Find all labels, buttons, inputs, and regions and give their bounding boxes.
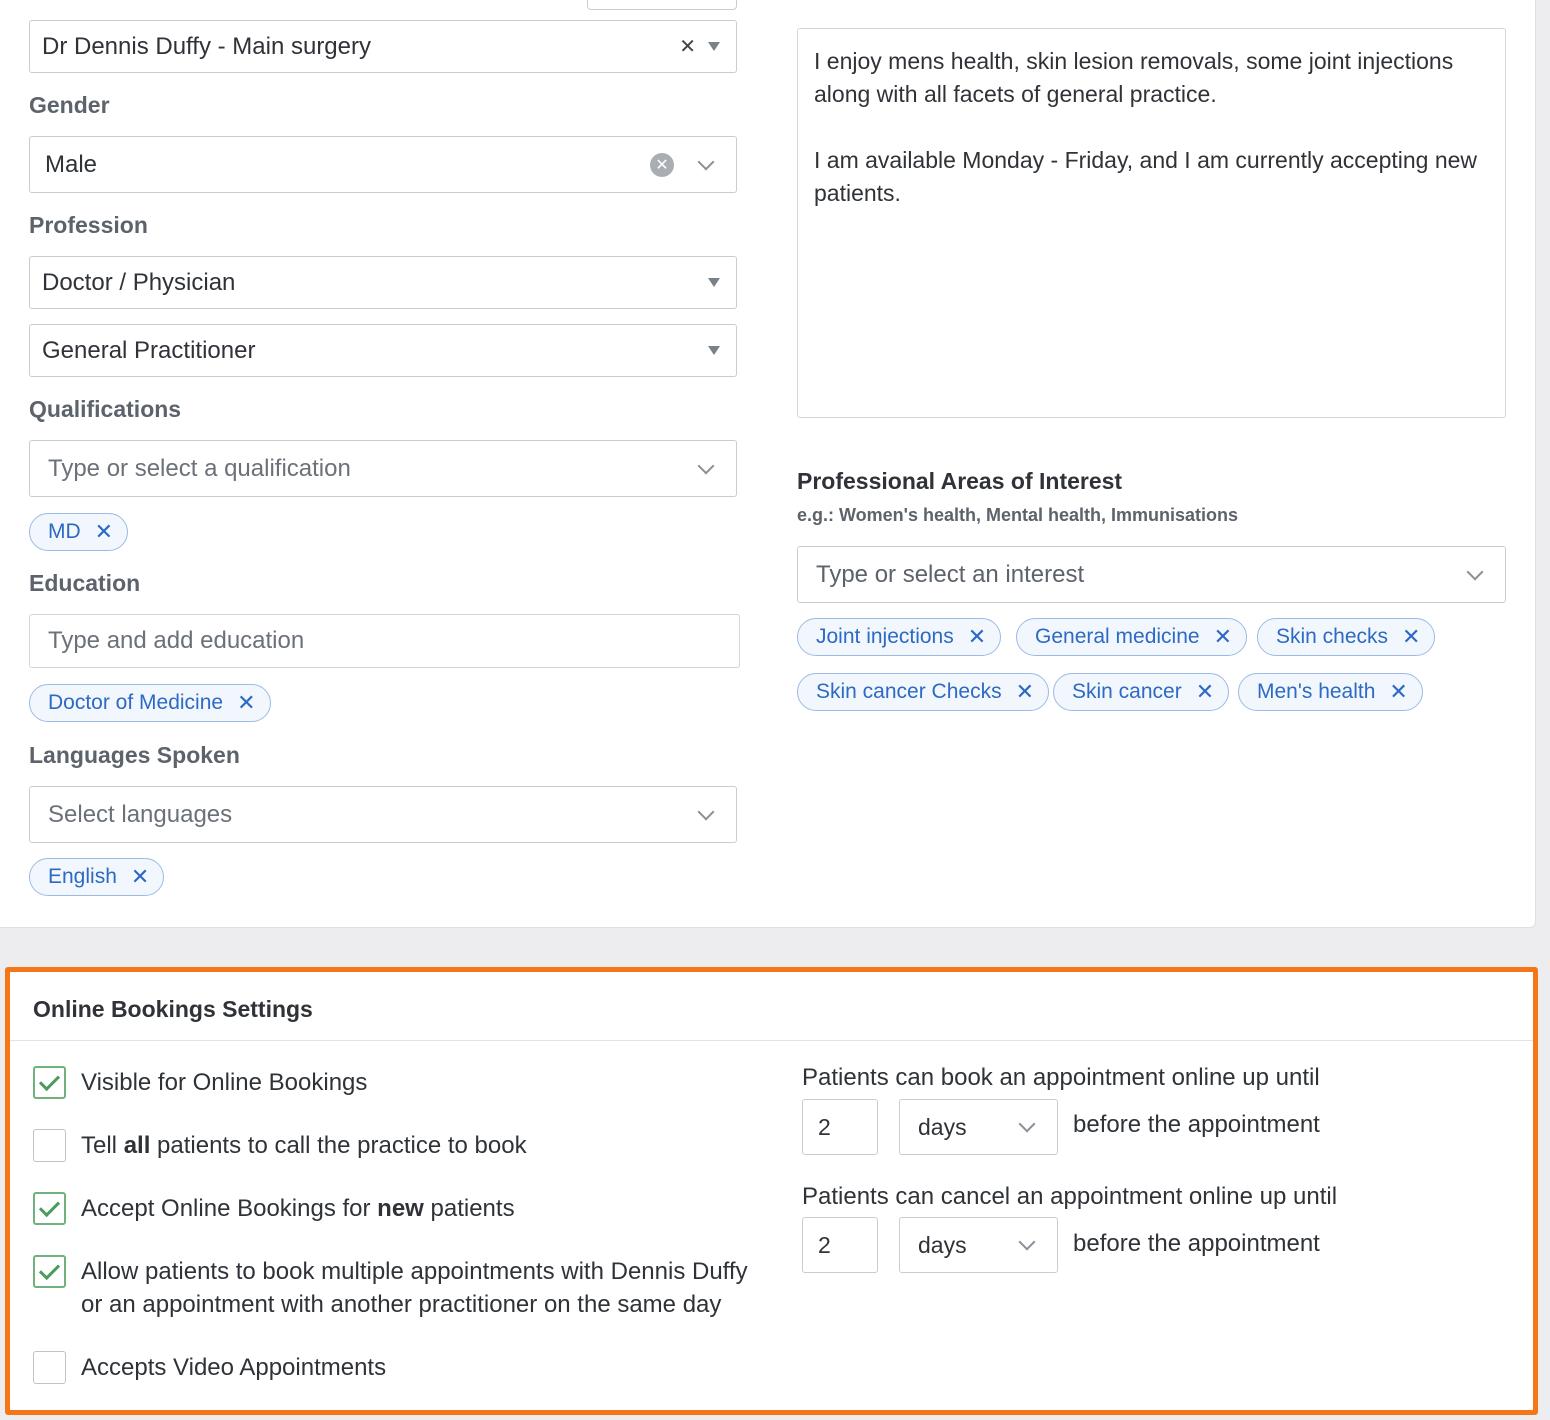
remove-tag-icon[interactable]: ✕: [130, 864, 150, 889]
remove-tag-icon[interactable]: ✕: [967, 624, 987, 649]
top-button[interactable]: [587, 0, 737, 10]
accept-new-patients-label: Accept Online Bookings for new patients: [81, 1195, 515, 1222]
video-appointments-checkbox[interactable]: [33, 1351, 66, 1384]
statement-paragraph: I am available Monday - Friday, and I am currently accepting new patients.: [814, 147, 1478, 206]
tag-label: Skin cancer: [1072, 680, 1182, 703]
interest-tag: [1016, 618, 1247, 656]
book-until-unit: days: [918, 1113, 967, 1140]
interest-tag: [1053, 673, 1229, 711]
remove-tag-icon[interactable]: ✕: [1402, 624, 1421, 649]
qualification-tag: [29, 513, 128, 551]
caret-down-icon[interactable]: [708, 278, 720, 287]
multiple-appointments-label: Allow patients to book multiple appointments with Dennis Duffy or an appointment with another practitioner on the same day: [81, 1258, 748, 1318]
online-bookings-panel: [5, 967, 1538, 1415]
interest-tag: [797, 618, 1001, 656]
caret-down-icon[interactable]: [708, 346, 720, 355]
tag-label: English: [48, 865, 117, 888]
languages-placeholder: Select languages: [48, 800, 233, 828]
chevron-down-icon[interactable]: [698, 457, 715, 474]
divider: [10, 1040, 1533, 1041]
education-placeholder: Type and add education: [48, 627, 305, 654]
cancel-until-unit: days: [918, 1231, 967, 1258]
chevron-down-icon[interactable]: [698, 153, 715, 170]
video-appointments-label: Accepts Video Appointments: [81, 1354, 387, 1381]
interest-placeholder: Type or select an interest: [816, 560, 1085, 588]
cancel-until-number-input[interactable]: [802, 1217, 878, 1273]
qualification-placeholder: Type or select a qualification: [48, 454, 351, 482]
online-bookings-title: Online Bookings Settings: [33, 996, 313, 1022]
gender-value: Male: [45, 150, 98, 178]
cancel-until-number: 2: [818, 1231, 831, 1258]
cancel-until-label: Patients can cancel an appointment online up until: [802, 1183, 1338, 1210]
multiple-appointments-checkbox[interactable]: [33, 1255, 66, 1288]
tag-label: Joint injections: [816, 625, 954, 648]
call-practice-checkbox[interactable]: [33, 1129, 66, 1162]
languages-label: Languages Spoken: [29, 742, 240, 768]
tag-label: General medicine: [1035, 625, 1200, 648]
gender-label: Gender: [29, 92, 110, 118]
remove-tag-icon[interactable]: ✕: [94, 519, 114, 544]
profession-type-select[interactable]: [29, 256, 737, 309]
statement-paragraph: I enjoy mens health, skin lesion removals, some joint injections along with all facets of general practice.: [814, 48, 1454, 107]
professional-statement-textarea[interactable]: [797, 28, 1506, 418]
practitioner-select-value: Dr Dennis Duffy - Main surgery: [42, 32, 371, 60]
tag-label: Skin cancer Checks: [816, 680, 1002, 703]
accept-new-patients-checkbox[interactable]: [33, 1192, 66, 1225]
profession-specialty-value: General Practitioner: [42, 336, 256, 364]
chevron-down-icon[interactable]: [1467, 563, 1484, 580]
tag-label: Doctor of Medicine: [48, 691, 224, 714]
profession-type-value: Doctor / Physician: [42, 268, 236, 296]
profession-label: Profession: [29, 212, 148, 238]
book-until-number-input[interactable]: [802, 1099, 878, 1155]
clear-icon[interactable]: ✕: [679, 36, 696, 58]
interest-tag: [797, 673, 1049, 711]
qualifications-label: Qualifications: [29, 396, 182, 422]
call-practice-label: Tell all patients to call the practice to book: [81, 1132, 527, 1159]
cancel-until-unit-select[interactable]: [899, 1217, 1058, 1273]
cancel-until-suffix: before the appointment: [1073, 1230, 1320, 1257]
chevron-down-icon: [1019, 1234, 1036, 1251]
interests-hint: e.g.: Women's health, Mental health, Immunisations: [797, 505, 1239, 525]
tag-label: Skin checks: [1276, 625, 1389, 648]
qualification-select[interactable]: [29, 440, 737, 497]
visible-online-checkbox[interactable]: [33, 1066, 66, 1099]
remove-tag-icon[interactable]: ✕: [237, 690, 256, 715]
visible-online-label: Visible for Online Bookings: [81, 1069, 368, 1096]
tag-label: Men's health: [1257, 680, 1376, 703]
book-until-unit-select[interactable]: [899, 1099, 1058, 1155]
interest-select[interactable]: [797, 546, 1506, 603]
gender-select[interactable]: [29, 136, 737, 193]
book-until-number: 2: [818, 1113, 831, 1140]
languages-select[interactable]: [29, 786, 737, 843]
book-until-label: Patients can book an appointment online up until: [802, 1064, 1320, 1091]
clear-circle-icon[interactable]: ✕: [650, 153, 674, 177]
education-input[interactable]: [29, 614, 740, 668]
remove-tag-icon[interactable]: ✕: [1213, 624, 1233, 649]
education-tag: [29, 684, 271, 722]
book-until-suffix: before the appointment: [1073, 1111, 1320, 1138]
interests-title: Professional Areas of Interest: [797, 468, 1123, 494]
profession-specialty-select[interactable]: [29, 324, 737, 377]
tag-label: MD: [48, 520, 81, 543]
interest-tag: [1238, 673, 1423, 711]
language-tag: [29, 858, 164, 896]
interest-tag: [1257, 618, 1435, 656]
remove-tag-icon[interactable]: ✕: [1389, 679, 1408, 704]
practitioner-select[interactable]: [29, 20, 737, 73]
chevron-down-icon[interactable]: [698, 803, 715, 820]
education-label: Education: [29, 570, 141, 596]
remove-tag-icon[interactable]: ✕: [1015, 679, 1035, 704]
chevron-down-icon: [1019, 1116, 1036, 1133]
remove-tag-icon[interactable]: ✕: [1195, 679, 1215, 704]
caret-down-icon[interactable]: [708, 42, 720, 51]
